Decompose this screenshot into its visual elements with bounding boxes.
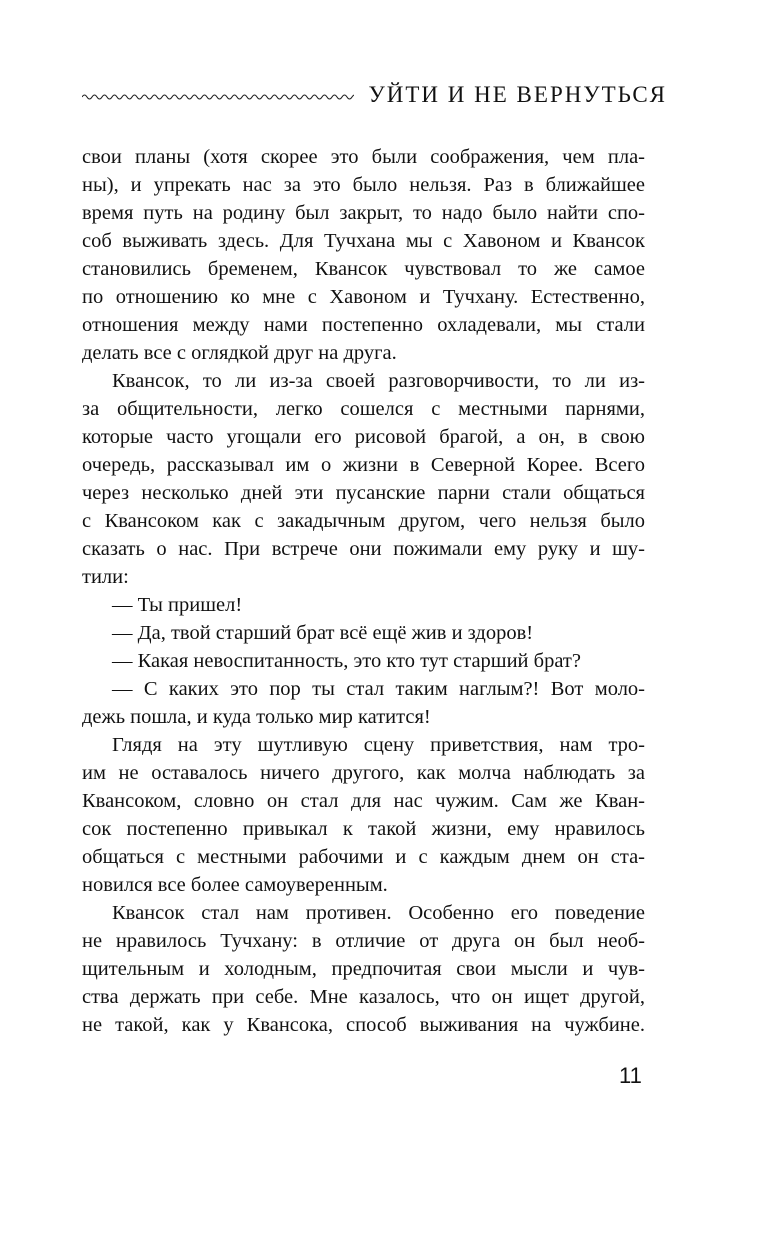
text-line: за общительности, легко сошелся с местными парнями, [82,398,645,420]
text-line: щительным и холодным, предпочитая свои мысли и чув- [82,958,645,980]
text-line: дежь пошла, и куда только мир катится! [82,706,431,728]
text-line: Глядя на эту шутливую сцену приветствия, нам тро- [112,734,645,756]
text-line: Квансок, то ли из-за своей разговорчивости, то ли из- [112,370,645,392]
page-number: 11 [619,1063,642,1088]
text-line: новился все более самоуверенным. [82,874,388,896]
text-line: им не оставалось ничего другого, как молча наблюдать за [82,762,645,784]
wavy-rule-ornament [82,92,354,102]
text-line: свои планы (хотя скорее это были соображения, чем пла- [82,146,645,168]
text-line: сказать о нас. При встрече они пожимали ему руку и шу- [82,538,645,560]
text-line: — Какая невоспитанность, это кто тут старший брат? [112,650,581,672]
text-line: ства держать при себе. Мне казалось, что он ищет другой, [82,986,645,1008]
text-line: тили: [82,566,129,588]
text-line: через несколько дней эти пусанские парни стали общаться [82,482,645,504]
text-line: ны), и упрекать нас за это было нельзя. Раз в ближайшее [82,174,645,196]
text-line: не такой, как у Квансока, способ выживания на чужбине. [82,1014,645,1036]
text-line: общаться с местными рабочими и с каждым днем он ста- [82,846,645,868]
text-line: соб выживать здесь. Для Тучхана мы с Хавоном и Квансок [82,230,645,252]
text-line: сок постепенно привыкал к такой жизни, ему нравилось [82,818,645,840]
text-line: с Квансоком как с закадычным другом, чего нельзя было [82,510,645,532]
text-line: Квансок стал нам противен. Особенно его поведение [112,902,645,924]
text-line: — Да, твой старший брат всё ещё жив и здоров! [112,622,534,644]
text-line: — С каких это пор ты стал таким наглым?! Вот моло- [112,678,645,700]
text-line: которые часто угощали его рисовой брагой, а он, в свою [82,426,645,448]
text-line: время путь на родину был закрыт, то надо было найти спо- [82,202,645,224]
text-line: — Ты пришел! [112,594,243,616]
running-title: УЙТИ И НЕ ВЕРНУТЬСЯ [368,82,667,107]
text-line: очередь, рассказывал им о жизни в Северной Корее. Всего [82,454,645,476]
text-line: отношения между нами постепенно охладевали, мы стали [82,314,645,336]
text-line: не нравилось Тучхану: в отличие от друга он был необ- [82,930,645,952]
text-line: по отношению ко мне с Хавоном и Тучхану. Естественно, [82,286,645,308]
text-line: делать все с оглядкой друг на друга. [82,342,397,364]
text-line: становились бременем, Квансок чувствовал то же самое [82,258,645,280]
running-header [82,80,667,116]
text-line: Квансоком, словно он стал для нас чужим. Сам же Кван- [82,790,645,812]
body-text [82,143,645,1039]
